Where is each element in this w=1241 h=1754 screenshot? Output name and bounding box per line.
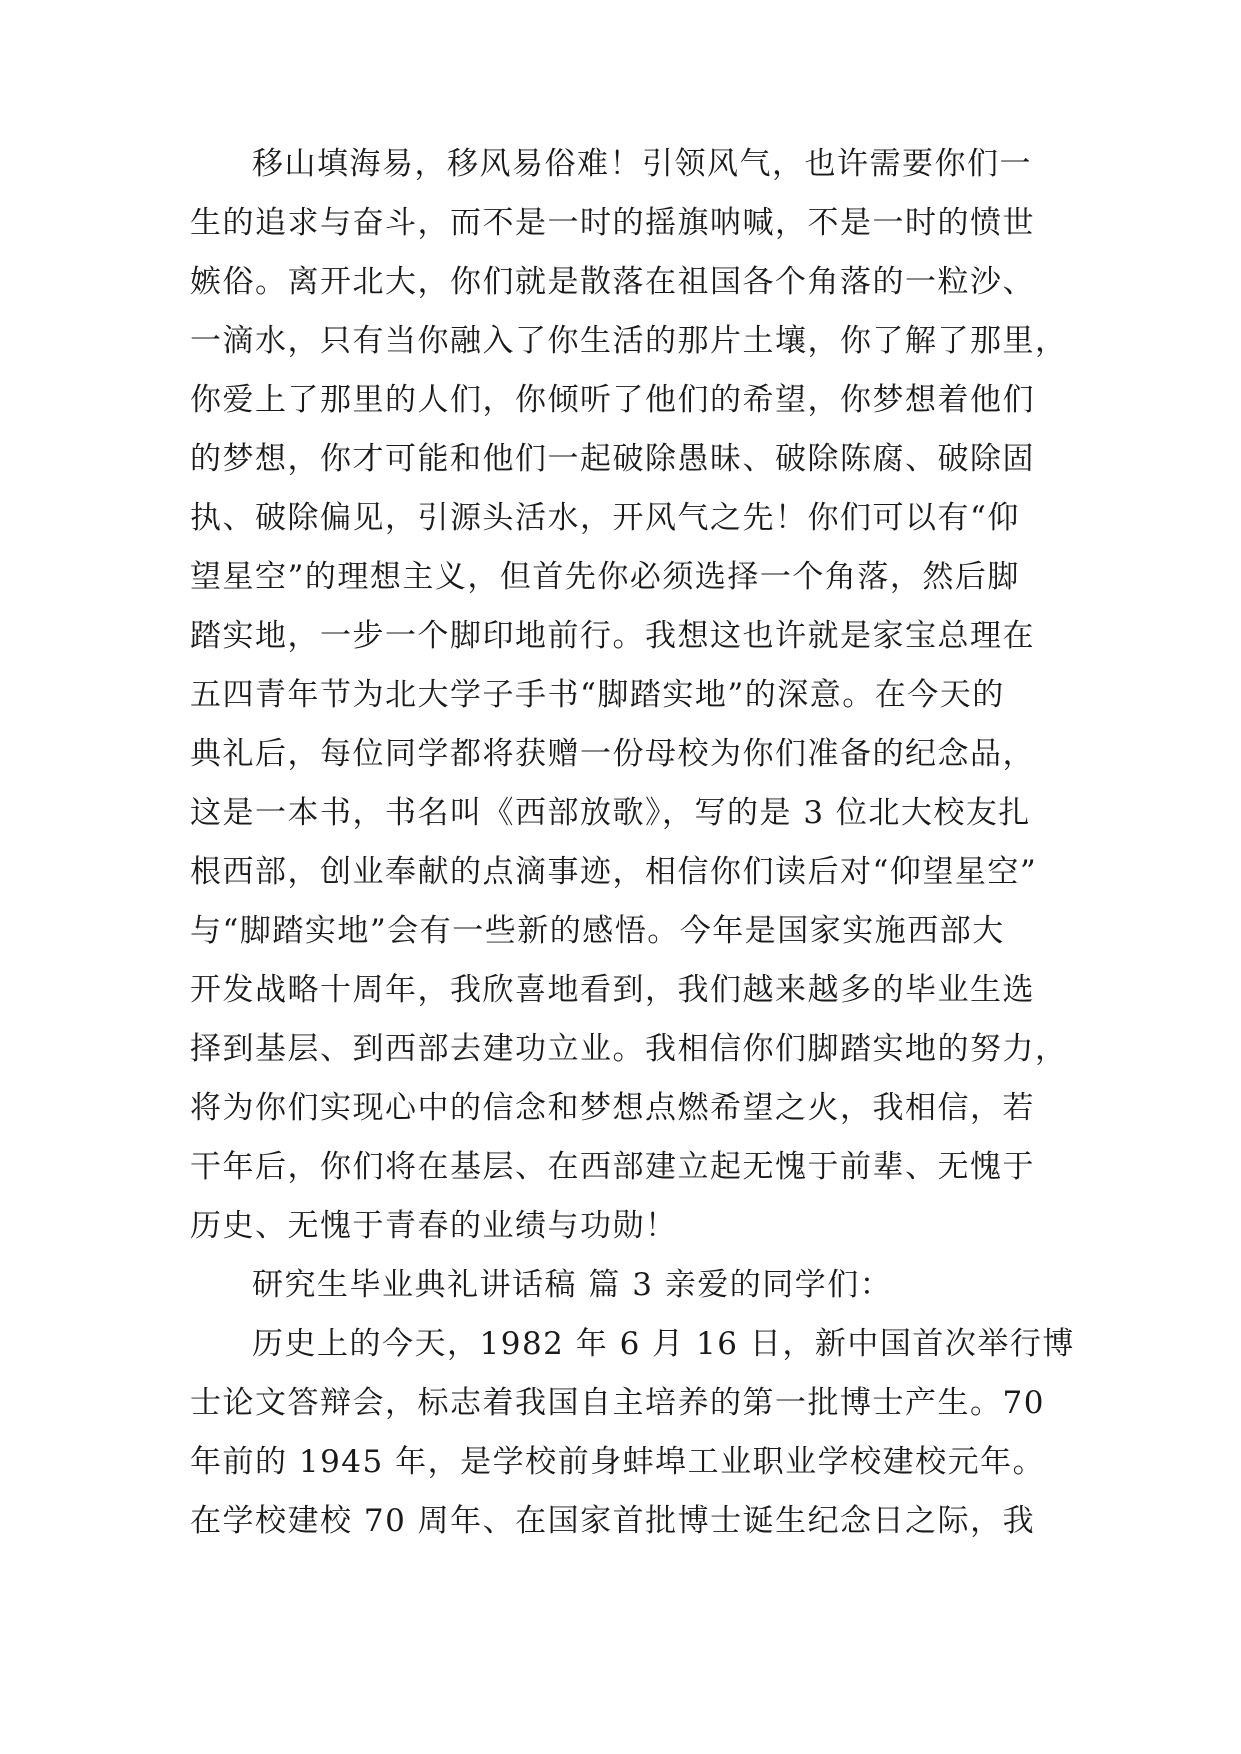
- text-line: 历史、无愧于青春的业绩与功勋！: [190, 1208, 678, 1244]
- text-line: 择到基层、到西部去建功立业。我相信你们脚踏实地的努力，: [190, 1031, 1068, 1067]
- text-line: 嫉俗。离开北大，你们就是散落在祖国各个角落的一粒沙、: [190, 264, 1035, 300]
- text-line: 根西部，创业奉献的点滴事迹，相信你们读后对“仰望星空”: [190, 854, 1038, 890]
- text-line: 在学校建校 70 周年、在国家首批博士诞生纪念日之际，我: [190, 1503, 1036, 1539]
- text-line: 你爱上了那里的人们，你倾听了他们的希望，你梦想着他们: [190, 382, 1035, 418]
- text-line: 移山填海易，移风易俗难！引领风气，也许需要你们一: [252, 146, 1032, 182]
- text-line: 开发战略十周年，我欣喜地看到，我们越来越多的毕业生选: [190, 972, 1035, 1008]
- text-line: 五四青年节为北大学子手书“脚踏实地”的深意。在今天的: [190, 677, 1005, 713]
- text-line: 生的追求与奋斗，而不是一时的摇旗呐喊，不是一时的愤世: [190, 205, 1035, 241]
- text-line: 历史上的今天，1982 年 6 月 16 日，新中国首次举行博: [252, 1326, 1075, 1362]
- text-line: 与“脚踏实地”会有一些新的感悟。今年是国家实施西部大: [190, 913, 1005, 949]
- text-line: 年前的 1945 年，是学校前身蚌埠工业职业学校建校元年。: [190, 1444, 1046, 1480]
- text-line: 望星空”的理想主义，但首先你必须选择一个角落，然后脚: [190, 559, 1020, 595]
- text-line: 踏实地，一步一个脚印地前行。我想这也许就是家宝总理在: [190, 618, 1035, 654]
- text-line: 典礼后，每位同学都将获赠一份母校为你们准备的纪念品，: [190, 736, 1035, 772]
- text-line: 一滴水，只有当你融入了你生活的那片土壤，你了解了那里，: [190, 323, 1068, 359]
- text-line: 这是一本书，书名叫《西部放歌》，写的是 3 位北大校友扎: [190, 795, 1031, 831]
- text-line: 士论文答辩会，标志着我国自主培养的第一批博士产生。70: [190, 1385, 1045, 1421]
- text-line: 将为你们实现心中的信念和梦想点燃希望之火，我相信，若: [190, 1090, 1035, 1126]
- text-line: 干年后，你们将在基层、在西部建立起无愧于前辈、无愧于: [190, 1149, 1035, 1185]
- section-heading: 研究生毕业典礼讲话稿 篇 3 亲爱的同学们：: [252, 1267, 893, 1303]
- text-line: 执、破除偏见，引源头活水，开风气之先！你们可以有“仰: [190, 500, 1020, 536]
- text-line: 的梦想，你才可能和他们一起破除愚昧、破除陈腐、破除固: [190, 441, 1035, 477]
